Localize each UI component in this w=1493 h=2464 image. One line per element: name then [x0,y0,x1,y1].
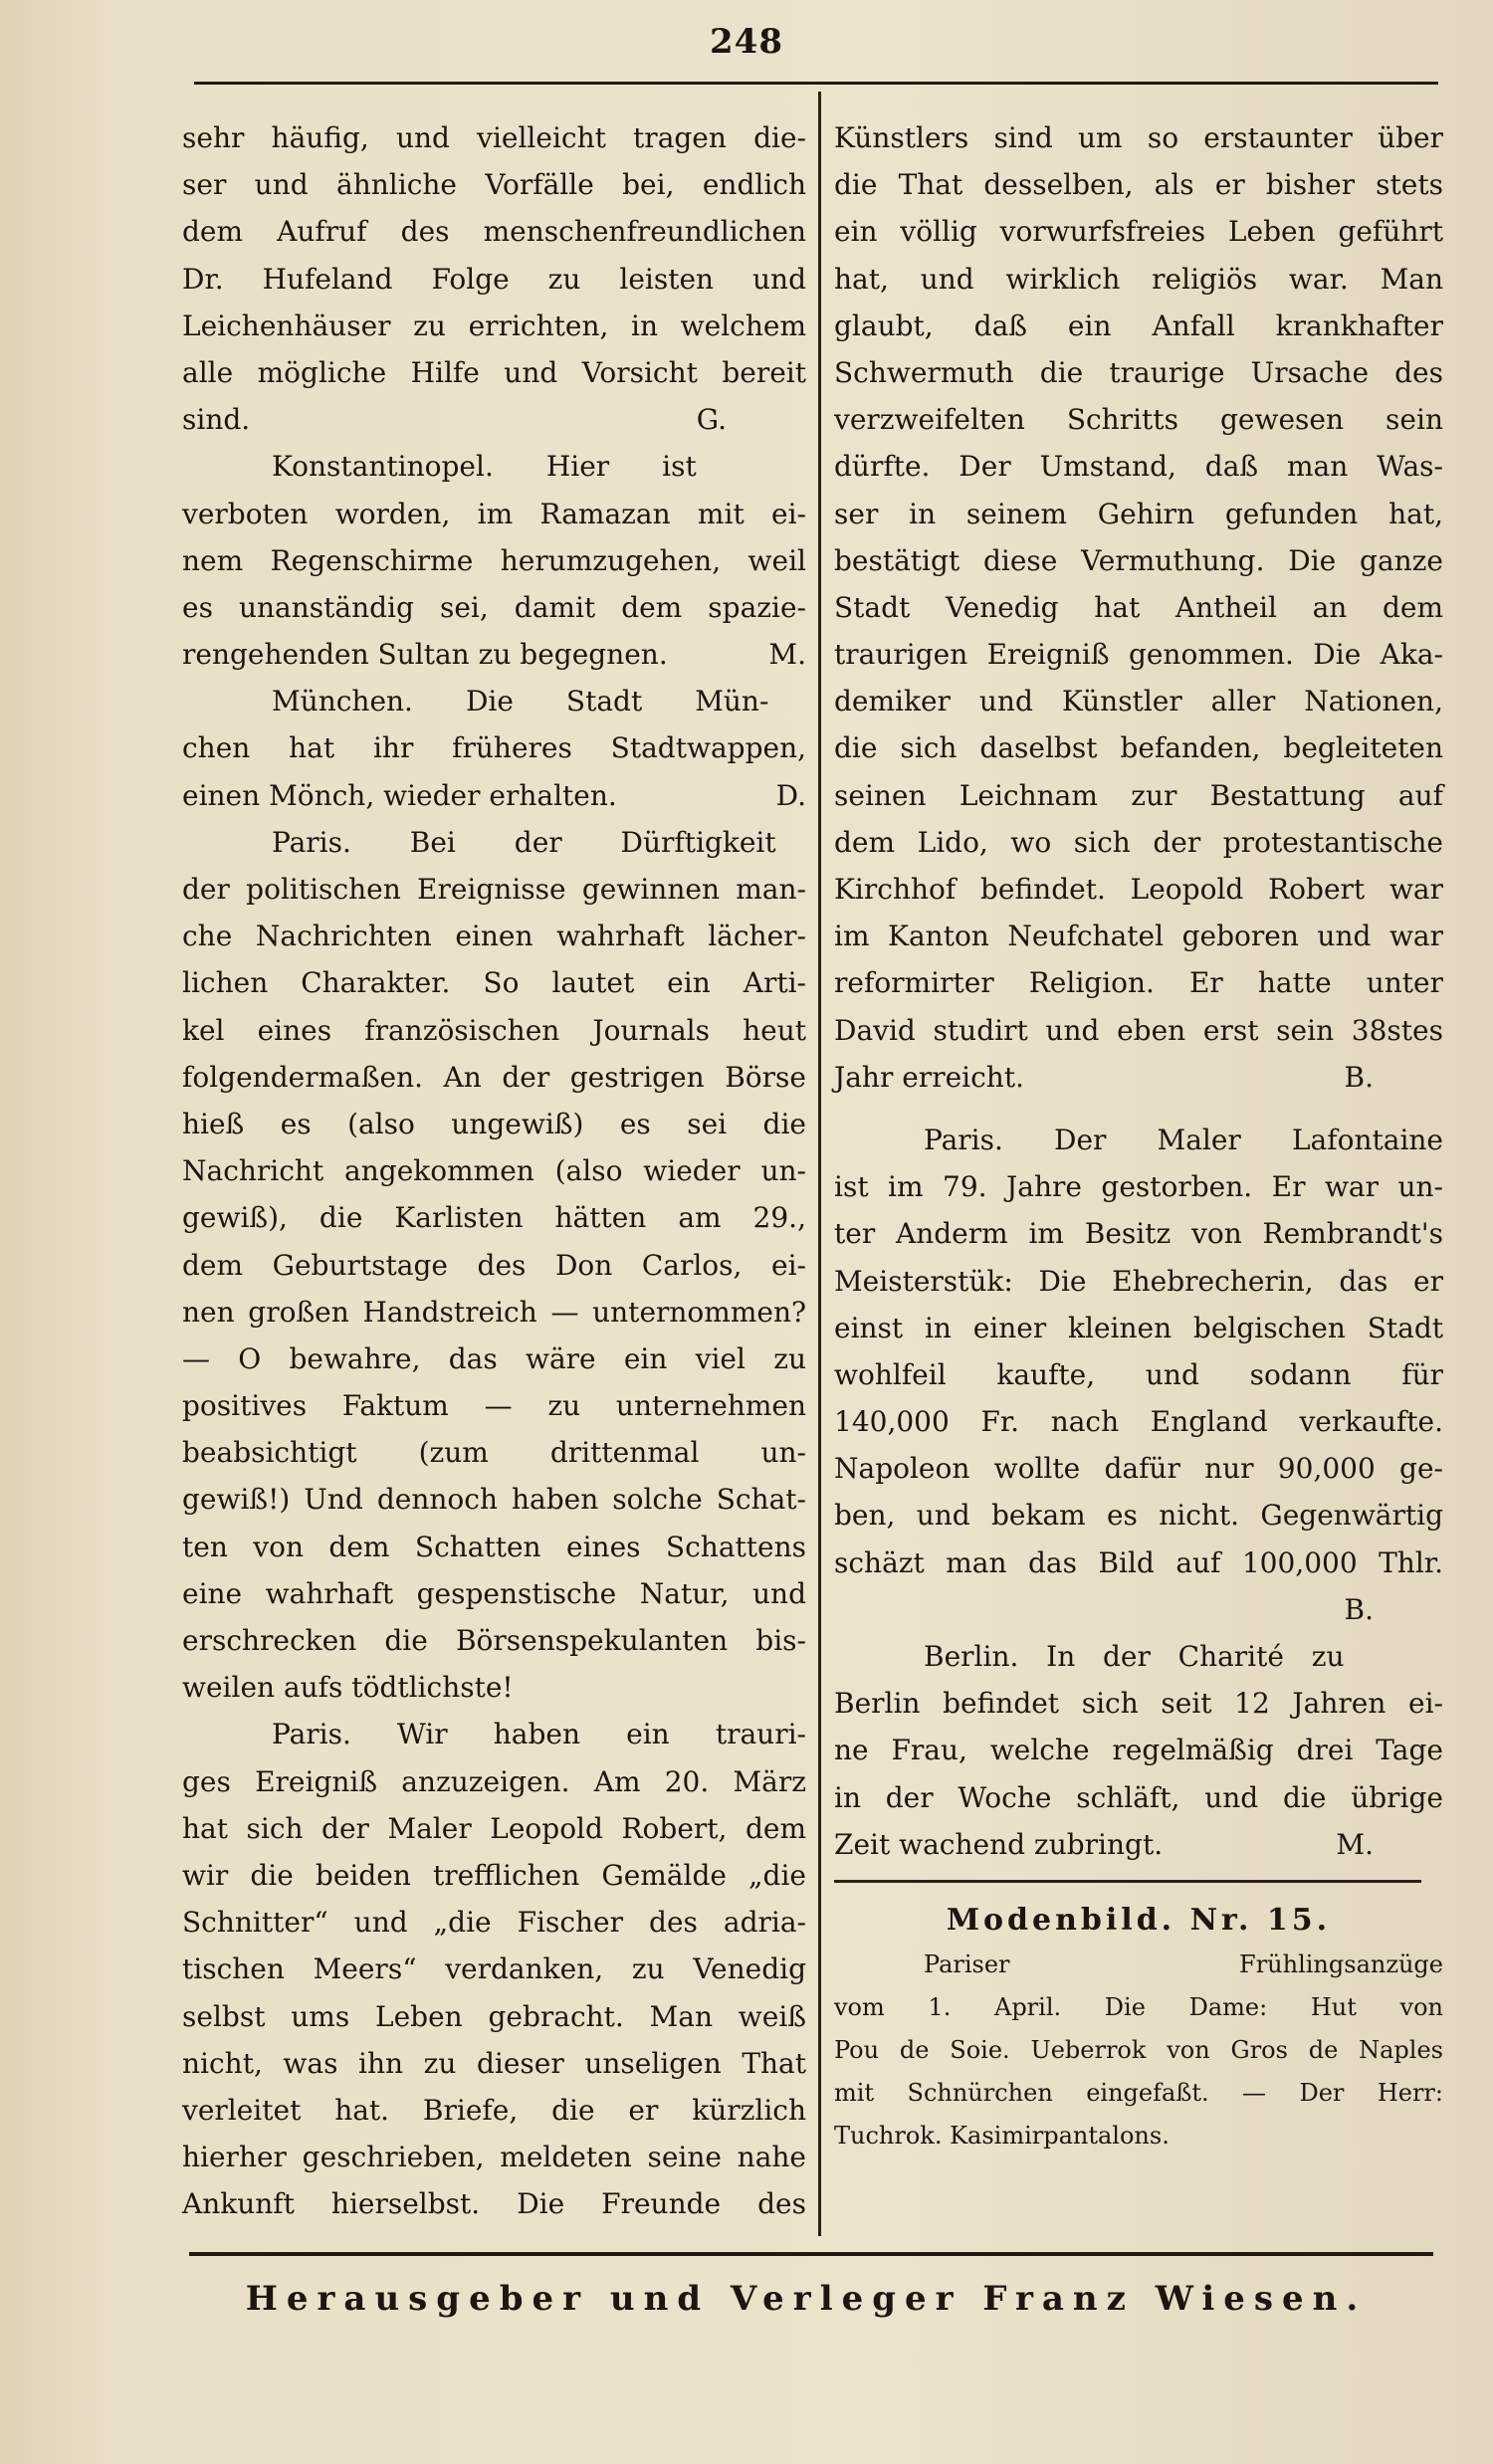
text-line: die sich daselbst befanden, begleiteten [834,731,1443,765]
text-line: ser in seinem Gehirn gefunden hat, [834,497,1443,530]
text-line: nen großen Handstreich — unternommen? [182,1295,806,1329]
text-line: dem Lido, wo sich der protestantische [834,825,1443,859]
text-line [182,396,806,443]
text-line [182,772,806,819]
text-line: ges Ereigniß anzuzeigen. Am 20. März [182,1764,806,1798]
text-line: Schnitter“ und „die Fischer des adria- [182,1906,806,1940]
text-line: wohlfeil kaufte, und sodann für [834,1357,1443,1391]
article-heading-line: Paris. Bei der Dürftigkeit [272,825,776,859]
text-line [834,1821,1443,1868]
text-line: glaubt, daß ein Anfall krankhafter [834,308,1443,342]
fashion-line: Pariser Frühlingsanzüge [924,1951,1443,1979]
text-line: verzweifelten Schritts gewesen sein [834,403,1443,437]
article-heading-line: Paris. Wir haben ein trauri- [272,1718,806,1751]
text-span: Jahr erreicht. [834,1060,1024,1094]
signature: M. [1336,1827,1374,1861]
text-line: Stadt Venedig hat Antheil an dem [834,590,1443,624]
text-line: verboten worden, im Ramazan mit ei- [182,497,806,530]
text-line: bestätigt diese Vermuthung. Die ganze [834,543,1443,577]
text-line: folgendermaßen. An der gestrigen Börse [182,1060,806,1094]
signature: M. [768,638,806,672]
fashion-line: Tuchrok. Kasimirpantalons. [834,2122,1170,2151]
text-line: schäzt man das Bild auf 100,000 Thlr. [834,1545,1443,1579]
header-rule [194,82,1438,85]
section-rule [834,1880,1421,1883]
text-line: die That desselben, als er bisher stets [834,168,1443,202]
text-line: beabsichtigt (zum drittenmal un- [182,1436,806,1470]
text-span: rengehenden Sultan zu begegnen. [182,638,668,672]
text-line: ne Frau, welche regelmäßig drei Tage [834,1734,1443,1767]
footer-rule [189,2252,1433,2256]
text-line: alle mögliche Hilfe und Vorsicht bereit [182,355,806,389]
text-line: dürfte. Der Umstand, daß man Was- [834,450,1443,484]
text-line: positives Faktum — zu unternehmen [182,1389,806,1423]
signature: G. [696,403,727,437]
text-line: gewiß), die Karlisten hätten am 29., [182,1201,806,1235]
fashion-line: vom 1. April. Die Dame: Hut von [834,1993,1443,2022]
text-line: kel eines französischen Journals heut [182,1013,806,1047]
publisher-footer: Herausgeber und Verleger Franz Wiesen. [245,2279,1368,2319]
text-line: der politischen Ereignisse gewinnen man- [182,873,806,906]
text-line: eine wahrhaft gespenstische Natur, und [182,1576,806,1610]
text-line: seinen Leichnam zur Bestattung auf [834,778,1443,812]
fashion-line: mit Schnürchen eingefaßt. — Der Herr: [834,2079,1443,2108]
text-line: Dr. Hufeland Folge zu leisten und [182,262,806,296]
text-line: Napoleon wollte dafür nur 90,000 ge- [834,1452,1443,1486]
text-line: ist im 79. Jahre gestorben. Er war un- [834,1170,1443,1204]
article-heading-line: Berlin. In der Charité zu [924,1640,1345,1673]
text-line: Berlin befindet sich seit 12 Jahren ei- [834,1687,1443,1721]
text-line: erschrecken die Börsenspekulanten bis- [182,1624,806,1657]
text-line: 140,000 Fr. nach England verkaufte. [834,1405,1443,1439]
text-line: Meisterstük: Die Ehebrecherin, das er [834,1264,1443,1298]
text-line: selbst ums Leben gebracht. Man weiß [182,1999,806,2033]
text-line: Ankunft hierselbst. Die Freunde des [182,2187,806,2221]
text-line: — O bewahre, das wäre ein viel zu [182,1341,806,1375]
signature: B. [1344,1592,1374,1626]
text-line: lichen Charakter. So lautet ein Arti- [182,966,806,1000]
fashion-title: Modenbild. Nr. 15. [946,1902,1332,1938]
spacer [834,1101,1443,1117]
text-line: nicht, was ihn zu dieser unseligen That [182,2046,806,2080]
text-line: ein völlig vorwurfsfreies Leben geführt [834,215,1443,249]
text-line: Leichenhäuser zu errichten, in welchem [182,308,806,342]
text-span: Zeit wachend zubringt. [834,1827,1164,1861]
text-line: David studirt und eben erst sein 38stes [834,1013,1443,1047]
text-line: tischen Meers“ verdanken, zu Venedig [182,1952,806,1986]
text-line: weilen aufs tödtlichste! [182,1671,514,1705]
text-line: gewiß!) Und dennoch haben solche Schat- [182,1483,806,1517]
text-line [182,631,806,678]
text-line: sehr häufig, und vielleicht tragen die- [182,121,806,154]
text-line: Künstlers sind um so erstaunter über [834,121,1443,154]
text-line: hieß es (also ungewiß) es sei die [182,1107,806,1140]
text-line: ben, und bekam es nicht. Gegenwärtig [834,1499,1443,1533]
text-line: che Nachrichten einen wahrhaft lächer- [182,920,806,953]
text-line: Nachricht angekommen (also wieder un- [182,1154,806,1188]
text-line: traurigen Ereigniß genommen. Die Aka- [834,638,1443,672]
right-column [834,114,1443,2157]
text-line: im Kanton Neufchatel geboren und war [834,920,1443,953]
text-line [834,1586,1443,1633]
text-line: hierher geschrieben, meldeten seine nahe [182,2141,806,2174]
text-line [834,1054,1443,1101]
text-line: es unanständig sei, damit dem spazie- [182,590,806,624]
fashion-line: Pou de Soie. Ueberrok von Gros de Naples [834,2036,1443,2065]
text-line: ter Anderm im Besitz von Rembrandt's [834,1217,1443,1251]
text-span: einen Mönch, wieder erhalten. [182,778,617,812]
text-line: dem Aufruf des menschenfreundlichen [182,215,806,249]
column-divider [818,92,821,2236]
text-line: demiker und Künstler aller Nationen, [834,685,1443,719]
text-line: verleitet hat. Briefe, die er kürzlich [182,2093,806,2127]
article-heading-line: Konstantinopel. Hier ist [272,450,697,484]
article-heading-line: Paris. Der Maler Lafontaine [924,1123,1443,1156]
text-line: hat, und wirklich religiös war. Man [834,262,1443,296]
article-heading-line: München. Die Stadt Mün- [272,685,769,719]
signature: D. [775,778,806,812]
text-line: ser und ähnliche Vorfälle bei, endlich [182,168,806,202]
text-line: wir die beiden trefflichen Gemälde „die [182,1858,806,1892]
text-line: chen hat ihr früheres Stadtwappen, [182,731,806,765]
text-line: einst in einer kleinen belgischen Stadt [834,1311,1443,1344]
text-line: reformirter Religion. Er hatte unter [834,966,1443,1000]
signature: B. [1344,1060,1374,1094]
text-line: hat sich der Maler Leopold Robert, dem [182,1811,806,1845]
text-line: in der Woche schläft, und die übrige [834,1780,1443,1814]
text-line: Kirchhof befindet. Leopold Robert war [834,873,1443,906]
text-line: nem Regenschirme herumzugehen, weil [182,543,806,577]
text-span: sind. [182,403,251,437]
text-line: dem Geburtstage des Don Carlos, ei- [182,1248,806,1282]
text-line: Schwermuth die traurige Ursache des [834,355,1443,389]
left-column [182,114,806,2227]
page-number: 248 [710,22,783,62]
text-line: ten von dem Schatten eines Schattens [182,1530,806,1563]
